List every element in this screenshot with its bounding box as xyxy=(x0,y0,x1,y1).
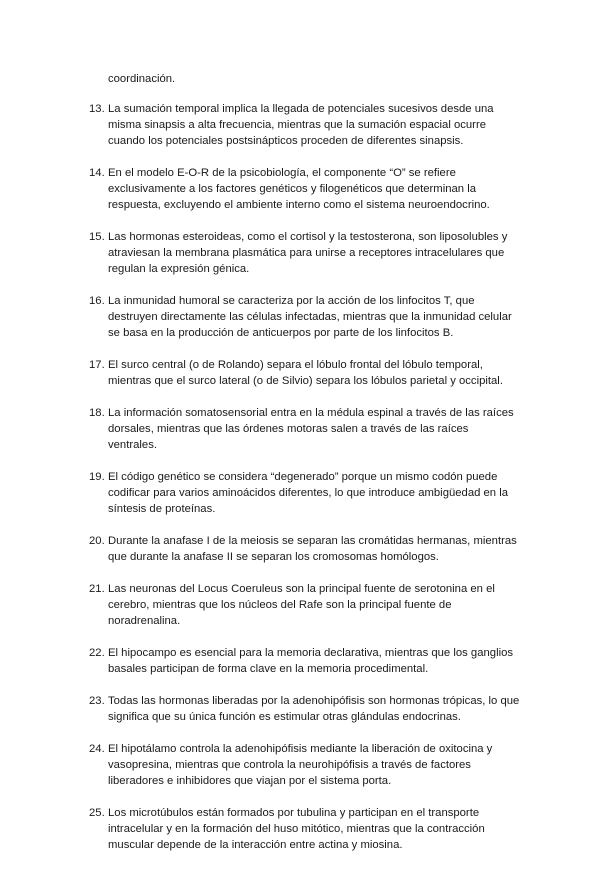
statement-number: 22. xyxy=(89,647,105,659)
statement-item xyxy=(0,405,520,453)
statement-number: 25. xyxy=(89,807,105,819)
statement-item xyxy=(0,805,520,853)
statement-number: 23. xyxy=(89,695,105,707)
statement-text: Las neuronas del Locus Coeruleus son la principal fuente de serotonina en el cerebro, mientras que los núcleos del Rafe son la principal fuente de noradrenalina. xyxy=(108,583,495,627)
statement-text: Todas las hormonas liberadas por la adenohipófisis son hormonas trópicas, lo que significa que su única función es estimular otras glándulas endocrinas. xyxy=(108,695,520,723)
statement-number: 13. xyxy=(89,103,105,115)
statement-text: El código genético se considera “degenerado” porque un mismo codón puede codificar para varios aminoácidos diferentes, lo que introduce ambigüedad en la síntesis de proteínas. xyxy=(108,471,509,515)
statement-item xyxy=(0,293,520,341)
continued-text: coordinación. xyxy=(108,73,176,85)
statement-number: 20. xyxy=(89,535,105,547)
statement-item xyxy=(0,101,520,149)
statement-text: La inmunidad humoral se caracteriza por la acción de los linfocitos T, que destruyen directamente las células infectadas, mientras que la inmunidad celular se basa en la producción de anticuerpos por parte de los linfocitos B. xyxy=(108,295,512,339)
statement-text: En el modelo E-O-R de la psicobiología, el componente “O” se refiere exclusivamente a los factores genéticos y filogenéticos que determinan la respuesta, excluyendo el ambiente interno como el sistema neuroendocrino. xyxy=(108,167,490,211)
statement-item xyxy=(0,645,520,677)
statement-text: El hipocampo es esencial para la memoria declarativa, mientras que los ganglios basales participan de forma clave en la memoria procedimental. xyxy=(108,647,514,675)
statement-number: 21. xyxy=(89,583,105,595)
statement-number: 17. xyxy=(89,359,105,371)
statement-number: 19. xyxy=(89,471,105,483)
statement-text: Los microtúbulos están formados por tubulina y participan en el transporte intracelular y en la formación del huso mitótico, mientras que la contracción muscular depende de la interacción entre actina y miosina. xyxy=(108,807,485,851)
statement-item xyxy=(0,229,520,277)
statement-number: 24. xyxy=(89,743,105,755)
statement-text: La información somatosensorial entra en la médula espinal a través de las raíces dorsales, mientras que las órdenes motoras salen a través de las raíces ventrales. xyxy=(108,407,514,451)
statement-text: El hipotálamo controla la adenohipófisis mediante la liberación de oxitocina y vasopresina, mientras que controla la neurohipófisis a través de factores liberadores e inhibidores que viajan por el sistema porta. xyxy=(108,743,493,787)
statement-item xyxy=(0,581,520,629)
statement-number: 14. xyxy=(89,167,105,179)
statement-item xyxy=(0,357,520,389)
statement-item xyxy=(0,693,520,725)
statement-text: Las hormonas esteroideas, como el cortisol y la testosterona, son liposolubles y atraviesan la membrana plasmática para unirse a receptores intracelulares que regulan la expresión génica. xyxy=(108,231,508,275)
statement-item xyxy=(0,741,520,789)
statement-item xyxy=(0,533,520,565)
statement-text: Durante la anafase I de la meiosis se separan las cromátidas hermanas, mientras que durante la anafase II se separan los cromosomas homólogos. xyxy=(108,535,517,563)
statement-number: 18. xyxy=(89,407,105,419)
statement-number: 16. xyxy=(89,295,105,307)
statement-item xyxy=(0,165,520,213)
statement-text: La sumación temporal implica la llegada de potenciales sucesivos desde una misma sinapsis a alta frecuencia, mientras que la sumación espacial ocurre cuando los potenciales postsinápticos proceden de diferentes sinapsis. xyxy=(108,103,494,147)
statement-text: El surco central (o de Rolando) separa el lóbulo frontal del lóbulo temporal, mientras que el surco lateral (o de Silvio) separa los lóbulos parietal y occipital. xyxy=(108,359,503,387)
statement-list xyxy=(0,101,600,869)
statement-item xyxy=(0,469,520,517)
statement-number: 15. xyxy=(89,231,105,243)
